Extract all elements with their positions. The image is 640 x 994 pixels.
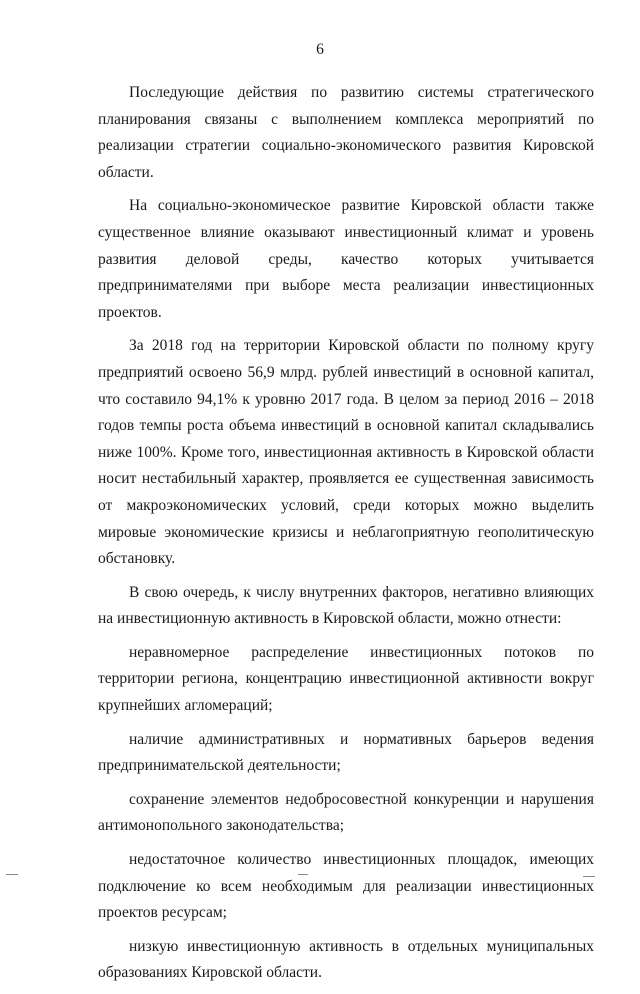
paragraph-investment-climate: На социально-экономическое развитие Кировской области также существенное влияние оказывают инвестиционный климат и уровень развития деловой среды, качество которых учитывается предпринимателями при выборе места реализации инвестиционных проектов.	[98, 197, 594, 321]
list-item-uneven-distribution: неравномерное распределение инвестиционных потоков по территории региона, концентрацию инвестиционной активности вокруг крупнейших агломераций;	[98, 643, 594, 715]
page-number: 6	[316, 41, 324, 58]
paragraph-investment-2018: За 2018 год на территории Кировской области по полному кругу предприятий освоено 56,9 млрд. рублей инвестиций в основной капитал, что составило 94,1% к уровню 2017 года. В целом за период 2016 – 2018 годов темпы роста объема инвестиций в основной капитал складывались ниже 100%. Кроме того, инвестиционная активность в Кировской области носит нестабильный характер, проявляется ее существенная зависимость от макроэкономических условий, среди которых можно выделить мировые экономические кризисы и неблагоприятную геополитическую обстановку.	[98, 337, 594, 568]
scan-mark-right	[583, 876, 595, 877]
scan-mark-center	[298, 874, 308, 875]
list-item-unfair-competition: сохранение элементов недобросовестной конкуренции и нарушения антимонопольного законодательства;	[98, 790, 594, 835]
paragraph-strategic-planning: Последующие действия по развитию системы стратегического планирования связаны с выполнением комплекса мероприятий по реализации стратегии социально-экономического развития Кировской области.	[98, 84, 594, 181]
paragraph-internal-factors-intro: В свою очередь, к числу внутренних факторов, негативно влияющих на инвестиционную активность в Кировской области, можно отнести:	[98, 583, 594, 628]
list-item-investment-sites: недостаточное количество инвестиционных площадок, имеющих подключение ко всем необходимым для реализации инвестиционных проектов ресурсам;	[98, 851, 594, 922]
scan-mark-left	[6, 874, 18, 875]
list-item-administrative-barriers: наличие административных и нормативных барьеров ведения предпринимательской деятельности;	[98, 730, 594, 775]
list-item-low-municipal-activity: низкую инвестиционную активность в отдельных муниципальных образованиях Кировской области.	[98, 937, 594, 982]
document-body	[98, 80, 594, 994]
